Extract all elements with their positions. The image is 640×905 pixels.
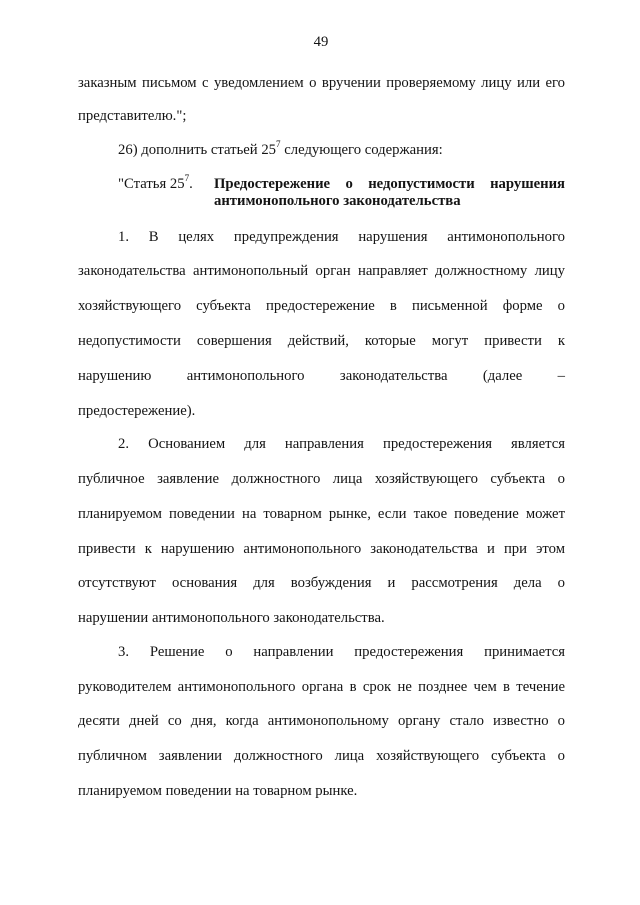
paragraph-1-line-3: хозяйствующего субъекта предостережение в письменной форме о xyxy=(78,298,565,314)
article-label xyxy=(118,172,213,194)
paragraph-3-line-4: публичном заявлении должностного лица хозяйствующего субъекта о xyxy=(78,748,565,764)
paragraph-1-line-1: 1. В целях предупреждения нарушения антимонопольного xyxy=(118,229,565,245)
article-label-superscript: 7 xyxy=(184,172,190,183)
amendment-prefix: 26) дополнить статьей 25 xyxy=(118,142,277,158)
paragraph-3-line-5: планируемом поведении на товарном рынке. xyxy=(78,783,358,799)
continuation-line-1: заказным письмом с уведомлением о вручении проверяемому лицу или его xyxy=(78,75,565,91)
paragraph-2-line-2: публичное заявление должностного лица хозяйствующего субъекта о xyxy=(78,471,565,487)
article-title-line-2: антимонопольного законодательства xyxy=(214,193,461,209)
paragraph-1-line-4: недопустимости совершения действий, которые могут привести к xyxy=(78,333,565,349)
paragraph-1-line-6: предостережение). xyxy=(78,403,196,419)
amendment-item xyxy=(118,138,565,159)
paragraph-2-line-4: привести к нарушению антимонопольного законодательства и при этом xyxy=(78,541,565,557)
paragraph-3-line-1: 3. Решение о направлении предостережения принимается xyxy=(118,644,565,660)
paragraph-1-line-2: законодательства антимонопольный орган направляет должностному лицу xyxy=(78,263,565,279)
article-title-line-1: Предостережение о недопустимости нарушения xyxy=(214,176,565,192)
amendment-suffix: следующего содержания: xyxy=(280,142,443,158)
amendment-superscript: 7 xyxy=(276,138,281,149)
article-label-prefix: "Статья 25 xyxy=(118,176,185,192)
paragraph-2-line-1: 2. Основанием для направления предостережения является xyxy=(118,436,565,452)
paragraph-2-line-5: отсутствуют основания для возбуждения и рассмотрения дела о xyxy=(78,575,565,591)
page-number: 49 xyxy=(313,34,329,50)
paragraph-2-line-6: нарушении антимонопольного законодательства. xyxy=(78,610,385,626)
paragraph-1-line-5: нарушению антимонопольного законодательства (далее – xyxy=(78,368,565,384)
article-label-suffix: . xyxy=(189,176,193,192)
paragraph-2-line-3: планируемом поведении на товарном рынке, если такое поведение может xyxy=(78,506,565,522)
paragraph-3-line-2: руководителем антимонопольного органа в срок не позднее чем в течение xyxy=(78,679,565,695)
continuation-line-2: представителю."; xyxy=(78,108,187,124)
paragraph-3-line-3: десяти дней со дня, когда антимонопольному органу стало известно о xyxy=(78,713,565,729)
